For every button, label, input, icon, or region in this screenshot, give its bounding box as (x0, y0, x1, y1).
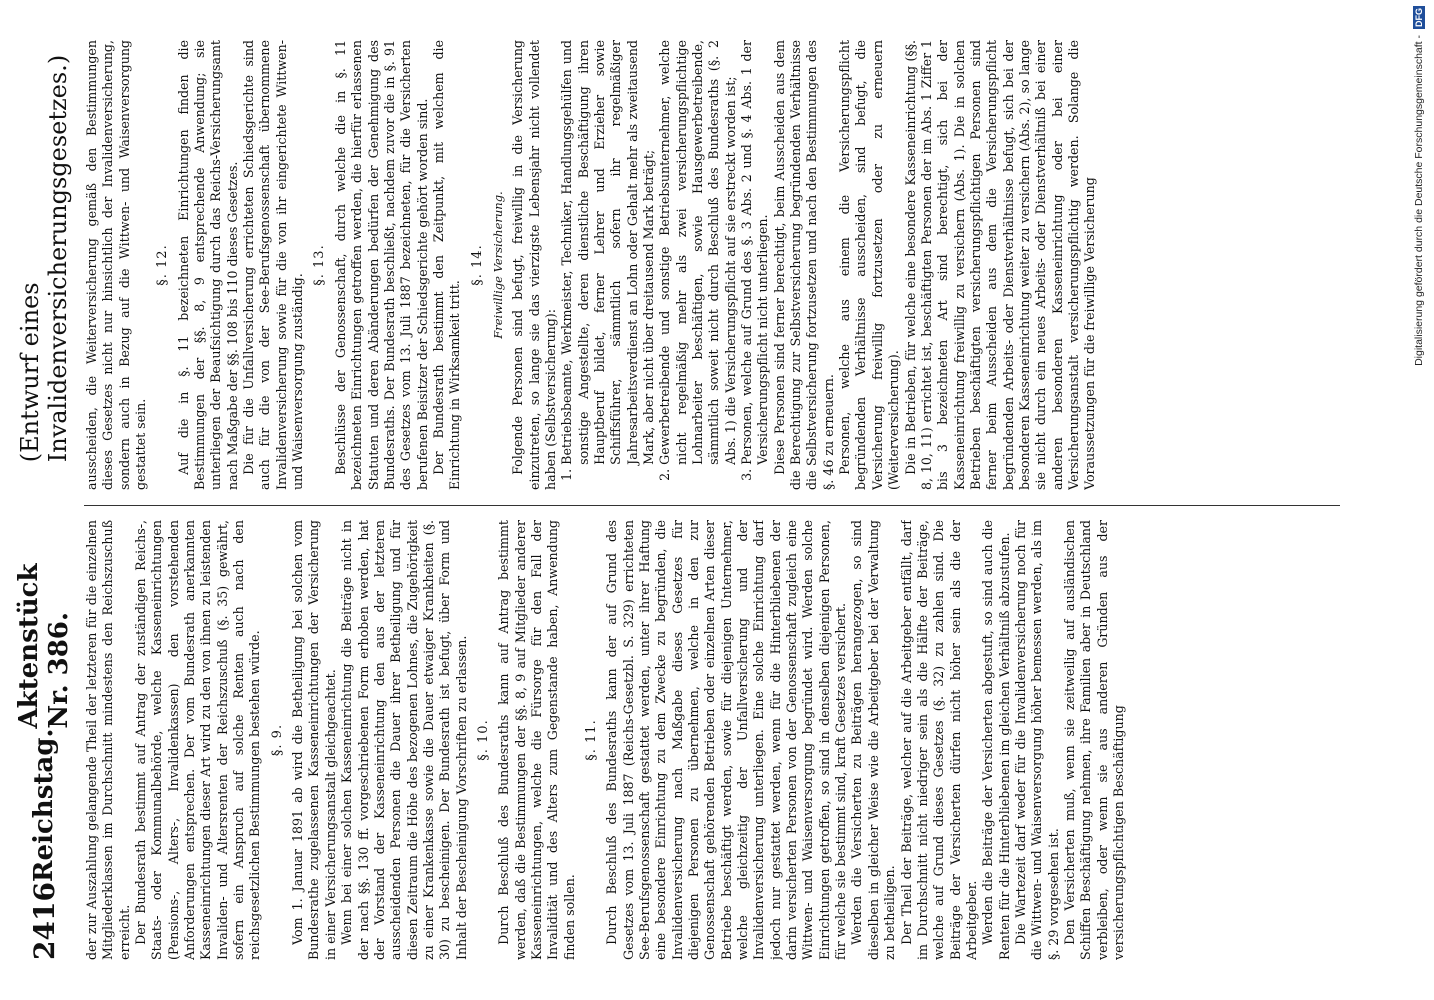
section-heading: §. 12. (155, 244, 171, 286)
list-item: 2. Gewerbetreibende und sonstige Betriebsunternehmer, welche nicht regelmäßig mehr als zwei versicherungspflichtige Lohnarbeiter beschäftigen, sowie Hausgewerbetreibende, sämmtlich soweit nicht durch Beschluß des Bundesraths (§. 2 Abs. 1) die Versicherungspflicht auf sie erstreckt worden ist; (657, 40, 739, 465)
paragraph: Der Theil der Beiträge, welcher auf die Arbeitgeber entfällt, darf im Durchschnitt nicht niedriger sein als die Hälfte der Beiträge, welche auf Grund dieses Gesetzes (§. 32) zu zahlen sind. Die Beiträge der Versicherten dürfen nicht höher sein als die der Arbeitgeber. (898, 520, 979, 960)
right-column (84, 40, 1360, 490)
header-left: Reichstag. (29, 728, 59, 883)
section-heading: §. 10. (475, 719, 491, 761)
paragraph: Der Bundesrath bestimmt auf Antrag der zuständigen Reichs-, Staats- oder Kommunalbehörde, welche Kasseneinrichtungen (Pensions-, Alters-, Invalidenkassen) den vorstehenden Anforderungen entsprechen. Der vom Bundesrath anerkannten Kasseneinrichtungen dieser Art wird zu den von ihnen zu leistenden Invaliden- und Altersrenten der Reichszuschuß (§. 35) gewährt, sofern ein Anspruch auf solche Renten auch nach den reichsgesetzlichen Bestimmungen bestehen würde. (133, 520, 263, 960)
paragraph: Durch Beschluß des Bundesraths kann auf Antrag bestimmt werden, daß die Bestimmungen der §§. 8, 9 auf Mitglieder anderer Kasseneinrichtungen, welche die Fürsorge für den Fall der Invalidität und des Alters zum Gegenstande haben, Anwendung finden sollen. (496, 520, 577, 960)
paragraph: Vom 1. Januar 1891 ab wird die Betheiligung bei solchen vom Bundesrathe zugelassenen Kasseneinrichtungen der Versicherung in einer Versicherungsanstalt gleichgeachtet. (290, 520, 338, 960)
paragraph: Durch Beschluß des Bundesraths kann der auf Grund des Gesetzes vom 13. Juli 1887 (Reichs-Gesetzbl. S. 329) errichteten See-Berufsgenossenschaft gestattet werden, unter ihrer Haftung eine besondere Einrichtung zu dem Zwecke zu begründen, die Invalidenversicherung nach Maßgabe dieses Gesetzes für diejenigen Personen zu übernehmen, welche in den zur Genossenschaft gehörenden Betrieben oder einzelnen Arten dieser Betriebe beschäftigt werden, sowie für diejenigen Unternehmer, welche gleichzeitig der Unfallversicherung und der Invalidenversicherung unterliegen. Eine solche Einrichtung darf jedoch nur gestattet werden, wenn für die Hinterbliebenen der darin versicherten Personen von der Genossenschaft zugleich eine Wittwen- und Waisenversorgung begründet wird. Werden solche Einrichtungen getroffen, so sind in denselben diejenigen Personen, für welche sie bestimmt sind, kraft Gesetzes versichert. (604, 520, 849, 960)
numbered-list (559, 40, 771, 490)
list-item: 3. Personen, welche auf Grund des §. 3 Abs. 2 und §. 4 Abs. 1 der Versicherungspflicht nicht unterliegen. (739, 40, 772, 465)
paragraph: Personen, welche aus einem die Versicherungspflicht begründenden Verhältnisse ausscheiden, sind befugt, die Versicherung freiwillig fortzusetzen oder zu erneuern (Weiterversicherung). (837, 40, 902, 490)
paragraph: Den Versicherten muß, wenn sie zeitweilig auf ausländischen Schiffen Beschäftigung nehmen, ihre Familien aber in Deutschland verbleiben, oder wenn sie aus anderen Gründen aus der versicherungspflichtigen Beschäftigung (1061, 520, 1126, 960)
paragraph: Der Bundesrath bestimmt den Zeitpunkt, mit welchem die Einrichtung in Wirksamkeit tritt. (430, 40, 463, 490)
page-number: 2416 (27, 882, 61, 960)
paragraph: Folgende Personen sind befugt, freiwillig in die Versicherung einzutreten, so lange sie das vierzigste Lebensjahr nicht vollendet haben (Selbstversicherung): (510, 40, 558, 490)
paragraph: Die Wartezeit darf weder für die Invalidenversicherung noch für die Wittwen- und Waisenversorgung höher bemessen werden, als im §. 29 vorgesehen ist. (1012, 520, 1061, 960)
paragraph: Auf die in §. 11 bezeichneten Einrichtungen finden die Bestimmungen der §§. 8, 9 entsprechende Anwendung; sie unterliegen der Beaufsichtigung durch das Reichs-Versicherungsamt nach Maßgabe der §§. 108 bis 110 dieses Gesetzes. (175, 40, 240, 490)
header-title-group (14, 40, 74, 729)
section-heading: §. 11. (583, 719, 599, 761)
digitization-stamp (1406, 6, 1432, 726)
paragraph: Beschlüsse der Genossenschaft, durch welche die in §. 11 bezeichneten Einrichtungen getroffen werden, die hierfür erlassenen Statuten und deren Abänderungen bedürfen der Genehmigung des Bundesraths. Der Bundesrath beschließt, nachdem zuvor die in §. 91 des Gesetzes vom 13. Juli 1887 bezeichneten, für die Versicherten berufenen Beisitzer der Schiedsgerichte gehört worden sind. (332, 40, 430, 490)
list-item: 1. Betriebsbeamte, Werkmeister, Techniker, Handlungsgehülfen und sonstige Angestellte, deren dienstliche Beschäftigung ihren Hauptberuf bildet, ferner Lehrer und Erzieher sowie Schiffsführer, sämmtlich sofern ihr regelmäßiger Jahresarbeitsverdienst an Lohn oder Gehalt mehr als zweitausend Mark, aber nicht über dreitausend Mark beträgt; (559, 40, 657, 465)
paragraph: Die in Betrieben, für welche eine besondere Kasseneinrichtung (§§. 8, 10, 11) errichtet ist, beschäftigten Personen der im Abs. 1 Ziffer 1 bis 3 bezeichneten Art sind berechtigt, sich bei der Kasseneinrichtung freiwillig zu versichern (Abs. 1). Die in solchen Betrieben beschäftigten versicherungspflichtigen Personen sind ferner beim Ausscheiden aus dem die Versicherungspflicht begründenden Arbeits- oder Dienstverhältnisse befugt, sich bei der besonderen Kasseneinrichtung weiter zu versichern (Abs. 2), so lange sie nicht durch ein neues Arbeits- oder Dienstverhältniß bei einer anderen besonderen Kasseneinrichtung oder bei einer Versicherungsanstalt versicherungspflichtig werden. Solange die Voraussetzungen für die freiwillige Versicherung (902, 40, 1098, 490)
column-divider (84, 505, 1340, 506)
paragraph: Werden die Beiträge der Versicherten abgestuft, so sind auch die Renten für die Hinterbliebenen im gleichen Verhältniß abzustufen. (980, 520, 1012, 960)
page-header (14, 40, 74, 960)
dfg-logo: DFG (1414, 8, 1424, 27)
left-column (84, 520, 1360, 960)
paragraph: Wenn bei einer solchen Kasseneinrichtung die Beiträge nicht in der nach §§. 130 ff. vorgeschriebenen Form erhoben werden, hat der Vorstand der Kasseneinrichtung den aus der letzteren ausscheidenden Personen die Dauer ihrer Betheiligung und für diesen Zeitraum die Höhe des bezogenen Lohnes, die Zugehörigkeit zu einer Krankenkasse sowie die Dauer etwaiger Krankheiten (§. 30) zu bescheinigen. Der Bundesrath ist befugt, über Form und Inhalt der Bescheinigung Vorschriften zu erlassen. (339, 520, 469, 960)
document-caption: (Entwurf eines Invalidenversicherungsgesetzes.) (16, 54, 72, 463)
section-heading: §. 13. (312, 244, 328, 286)
paragraph: der zur Auszahlung gelangende Theil der letzteren für die einzelnen Mitgliederklassen im Durchschnitt mindestens den Reichszuschuß erreicht. (84, 520, 132, 960)
paragraph: Die für die Unfallversicherung errichteten Schiedsgerichte sind auch für die von der See-Berufsgenossenschaft übernommene Invalidenversicherung sowie für die von ihr eingerichtete Wittwen- und Waisenversorgung zuständig. (241, 40, 306, 490)
document-title: Aktenstück Nr. 386. (14, 563, 74, 729)
section-subheading: Freiwillige Versicherung. (490, 191, 505, 339)
digitization-credit: Digitalisierung gefördert durch die Deutsche Forschungsgemeinschaft - (1413, 35, 1425, 366)
paragraph: ausscheiden, die Weiterversicherung gemäß den Bestimmungen dieses Gesetzes nicht nur hinsichtlich der Invalidenversicherung, sondern auch in Bezug auf die Wittwen- und Waisenversorgung gestattet sein. (84, 40, 149, 490)
section-heading: §. 9. (269, 723, 285, 757)
paragraph: Diese Personen sind ferner berechtigt, beim Ausscheiden aus dem die Berechtigung zur Selbstversicherung begründenden Verhältnisse die Selbstversicherung fortzusetzen und nach den Bestimmungen des §. 46 zu erneuern. (771, 40, 836, 490)
paragraph: Werden die Versicherten zu Beiträgen herangezogen, so sind dieselben in gleicher Weise wie die Arbeitgeber bei der Verwaltung zu betheiligen. (849, 520, 898, 960)
section-heading: §. 14. (469, 244, 485, 286)
